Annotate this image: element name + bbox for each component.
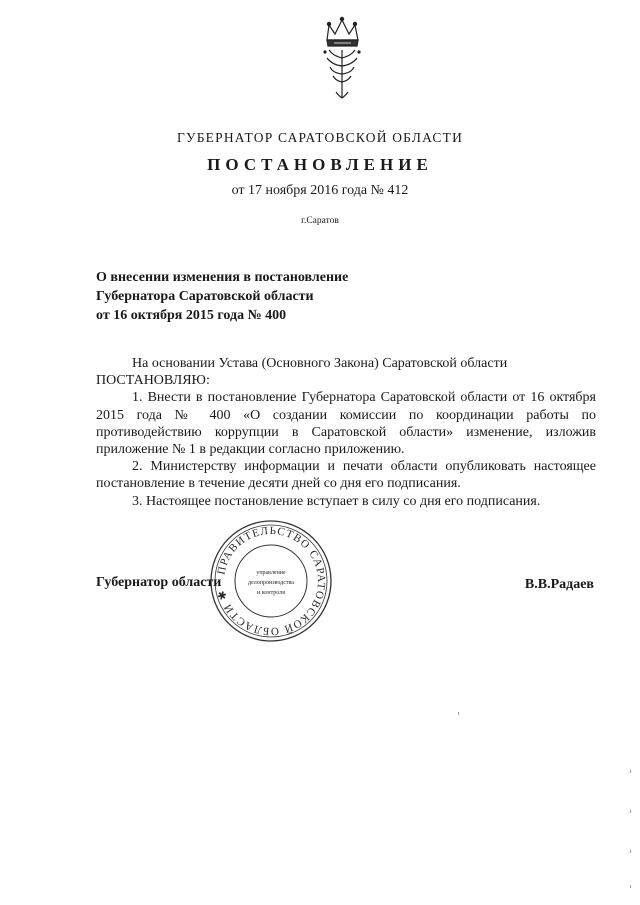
subject-line: от 16 октября 2015 года № 400 xyxy=(96,308,287,323)
document-subject xyxy=(96,268,456,325)
document-body xyxy=(96,355,596,510)
preamble-paragraph: На основании Устава (Основного Закона) Саратовской области xyxy=(132,356,508,371)
decree-word: ПОСТАНОВЛЯЮ: xyxy=(96,373,210,389)
subject-line: О внесении изменения в постановление xyxy=(96,270,349,285)
issuing-authority: ГУБЕРНАТОР САРАТОВСКОЙ ОБЛАСТИ xyxy=(176,130,464,145)
signatory-title: Губернатор области xyxy=(96,575,222,590)
svg-text:и контроля: и контроля xyxy=(257,590,285,596)
crown-emblem-icon xyxy=(305,10,380,110)
official-stamp-seal xyxy=(208,518,334,644)
svg-text:ПРАВИТЕЛЬСТВО САРАТОВСКОЙ ОБЛА: ПРАВИТЕЛЬСТВО САРАТОВСКОЙ ОБЛАСТИ ✱ xyxy=(215,524,328,638)
item-paragraph-1: 1. Внести в постановление Губернатора Саратовской области от 16 октября 2015 года № 400 «О создании комиссии по координации работы по противодействию коррупции в Саратовской области» изменение, изложив приложение № 1 в редакции согласно приложению. xyxy=(96,390,596,458)
svg-text:управление: управление xyxy=(256,570,286,576)
document-type-title: ПОСТАНОВЛЕНИЕ xyxy=(207,155,433,174)
item-paragraph-3: 3. Настоящее постановление вступает в силу со дня его подписания. xyxy=(132,493,541,509)
svg-text:делопроизводства: делопроизводства xyxy=(248,580,294,586)
subject-line: Губернатора Саратовской области xyxy=(96,289,314,304)
document-date-number: от 17 ноября 2016 года № 412 xyxy=(231,183,409,198)
document-city: г.Саратов xyxy=(301,216,339,226)
signatory-name: В.В.Радаев xyxy=(524,577,594,592)
item-paragraph-2: 2. Министерству информации и печати области опубликовать настоящее постановление в течение десяти дней со дня его подписания. xyxy=(96,459,596,492)
